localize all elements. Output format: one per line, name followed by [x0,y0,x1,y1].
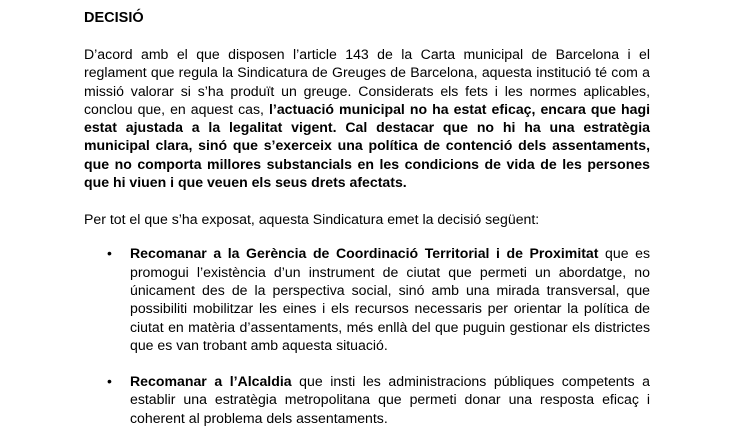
recommendation-text: que insti les administracions públiques competents a establir una estratègia metropolitana que permeti donar una resposta eficaç i coherent al problema dels assentaments. [130,373,650,426]
document-page [84,9,650,445]
recommendation-item [84,244,650,354]
recommendation-text: que es promogui l’existència d’un instrument de ciutat que permeti un abordatge, no únicament des de la perspectiva social, sinó amb una mirada transversal, que possibiliti mobilitzar les eines i els recursos necessaris per orientar la política de ciutat en matèria d’assentaments, més enllà del que puguin gestionar els districtes que es van trobant amb aquesta situació. [130,245,650,353]
recommendation-recipient: Recomanar a la Gerència de Coordinació Territorial i de Proximitat [130,245,599,262]
decision-intro: Per tot el que s’ha exposat, aquesta Sindicatura emet la decisió següent: [84,211,540,228]
recommendation-item [84,372,650,427]
bullet-icon: • [107,373,112,390]
conclusion-bold-text: l’actuació municipal no ha estat eficaç, encara que hagi estat ajustada a la legalitat vigent. Cal destacar que no hi ha una estratègia municipal clara, sinó que s’exerceix una política de contenció dels assentaments, que no comporta millores substancials en les condicions de vida de les persones que hi viuen i que veuen els seus drets afectats. [84,100,650,191]
bullet-icon: • [107,245,112,262]
conclusion-text: D’acord amb el que disposen l’article 143 de la Carta municipal de Barcelona i el reglament que regula la Sindicatura de Greuges de Barcelona, aquesta institució té com a missió valorar si s’ha produït un greuge. Considerats els fets i les normes aplicables, conclou que, en aquest cas, [84,46,650,117]
recommendation-list [84,244,650,427]
conclusion-paragraph [84,45,650,191]
section-heading: DECISIÓ [84,10,144,26]
recommendation-recipient: Recomanar a l’Alcaldia [130,373,292,390]
